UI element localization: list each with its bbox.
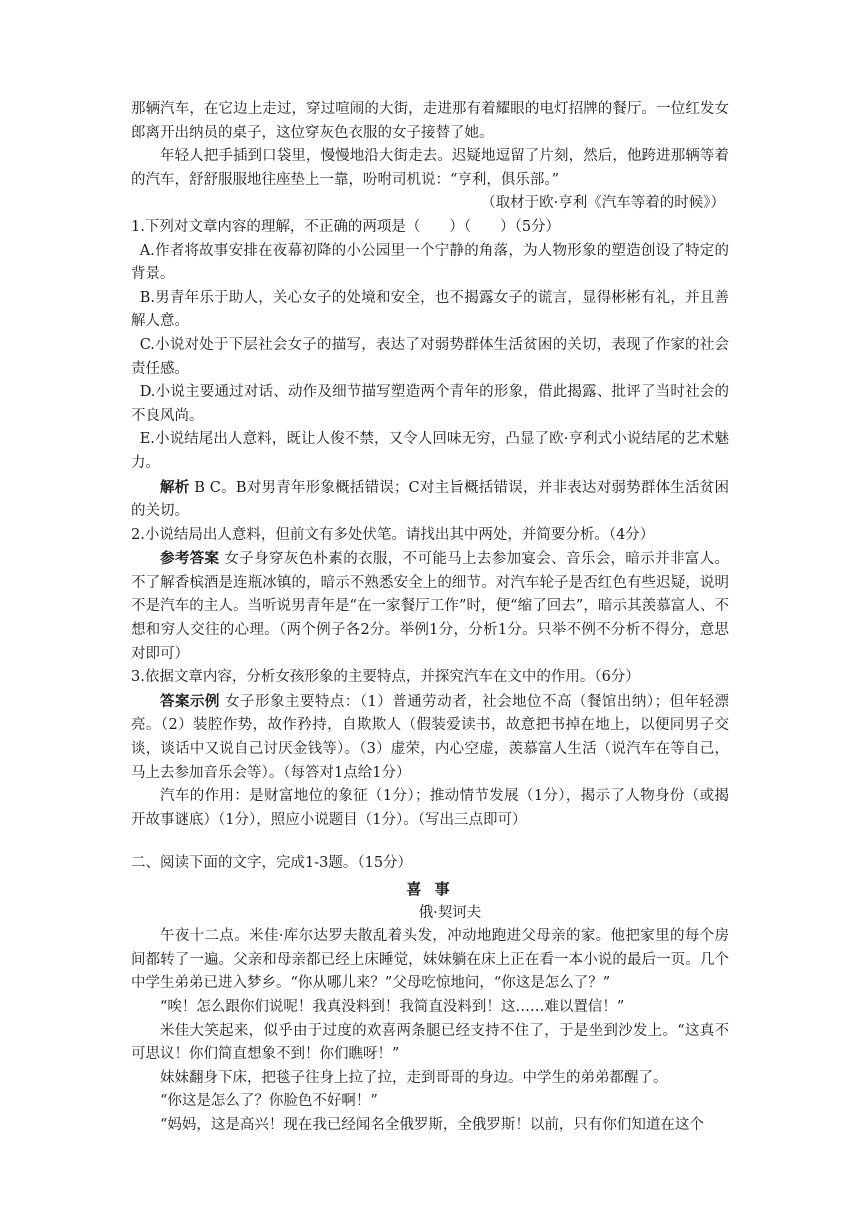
story-paragraph: “唉！怎么跟你们说呢！我真没料到！我简直没料到！这……难以置信！” [160,998,625,1015]
question-2-stem: 2.小说结局出人意料，但前文有多处伏笔。请找出其中两处，并简要分析。（4分） [131,526,655,543]
question-3-answer-car: 汽车的作用：是财富地位的象征（1分）；推动情节发展（1分），揭示了人物身份（或揭开故事谜底）（1分），照应小说题目（1分）。（写出三点即可） [131,788,729,828]
story-title: 喜 事 [406,880,454,898]
question-1-option-a: A.作者将故事安排在夜幕初降的小公园里一个宁静的角落，为人物形象的塑造创设了特定的背景。 [131,242,729,283]
question-3-answer [131,690,729,785]
section-2-heading: 二、阅读下面的文字，完成1-3题。（15分） [131,855,413,872]
question-1-analysis [131,476,729,524]
answer-text: 女子身穿灰色朴素的衣服，不可能马上去参加宴会、音乐会，暗示并非富人。不了解香槟酒是连瓶冰镇的，暗示不熟悉安全上的细节。对汽车轮子是否红色有些迟疑，说明不是汽车的主人。当听说男青年是“在一家餐厅工作”时，便“缩了回去”，暗示其羡慕富人、不想和穷人交往的心理。（两个例子各2分。举例1分，分析1分。只举不例不分析不得分，意思对即可） [131,551,730,662]
story-paragraph: “妈妈，这是高兴！现在我已经闻名全俄罗斯，全俄罗斯！以前，只有你们知道在这个 [160,1116,704,1133]
story-paragraph: 米佳大笑起来，似乎由于过度的欢喜两条腿已经支持不住了，于是坐到沙发上。“这真不可思议！你们简直想象不到！你们瞧呀！” [131,1022,729,1063]
story-paragraph: 午夜十二点。米佳·库尔达罗夫散乱着头发，冲动地跑进父母亲的家。他把家里的每个房间都转了一遍。父亲和母亲都已经上床睡觉，妹妹躺在床上正在看一本小说的最后一页。几个中学生弟弟已进入梦乡。“你从哪儿来？”父母吃惊地问，“你这是怎么了？” [131,928,729,992]
question-1-option-b: B.男青年乐于助人，关心女子的处境和安全，也不揭露女子的谎言，显得彬彬有礼，并且善解人意。 [131,289,729,330]
question-2-answer [131,547,729,666]
story-author: 俄·契诃夫 [418,904,482,921]
question-1-option-e: E.小说结尾出人意料，既让人俊不禁，又令人回味无穷，凸显了欧·亨利式小说结尾的艺术魅力。 [131,431,729,471]
passage1-paragraph: 年轻人把手插到口袋里，慢慢地沿大街走去。迟疑地逗留了片刻，然后，他跨进那辆等着的汽车，舒舒服服地往座垫上一靠，吩咐司机说：“亨利，俱乐部。” [131,148,729,188]
answer-text: 女子形象主要特点：（1）普通劳动者，社会地位不高（餐馆出纳）；但年轻漂亮。（2）装腔作势，故作矜持，自欺欺人（假装爱读书，故意把书掉在地上，以便同男子交谈，谈话中又说自己讨厌金钱等）。（3）虚荣，内心空虚，羡慕富人生活（说汽车在等自己，马上去参加音乐会等）。（每答对1点给1分） [131,693,729,781]
passage1-source: （取材于欧·亨利《汽车等着的时候》） [481,195,725,212]
passage1-paragraph: 那辆汽车，在它边上走过，穿过喧闹的大街，走进那有着耀眼的电灯招牌的餐厅。一位红发女郎离开出纳员的桌子，这位穿灰色衣服的女子接替了她。 [131,101,729,141]
answer-label: 参考答案 [160,550,220,568]
story-paragraph: “你这是怎么了？你脸色不好啊！” [160,1093,378,1110]
analysis-text: B C。B对男青年形象概括错误；C对主旨概括错误，并非表达对弱势群体生活贫困的关切。 [131,479,730,520]
story-paragraph: 妹妹翻身下床，把毯子往身上拉了拉，走到哥哥的身边。中学生的弟弟都醒了。 [160,1069,668,1086]
document-page [131,98,729,1138]
question-3-stem: 3.依据文章内容，分析女孩形象的主要特点，并探究汽车在文中的作用。（6分） [131,669,640,686]
question-1-option-d: D.小说主要通过对话、动作及细节描写塑造两个青年的形象，借此揭露、批评了当时社会的不良风尚。 [131,384,729,424]
question-1-stem: 1.下列对文章内容的理解，不正确的两项是（ ）（ ）（5分） [131,218,561,235]
question-1-option-c: C.小说对处于下层社会女子的描写，表达了对弱势群体生活贫困的关切，表现了作家的社会责任感。 [131,336,729,377]
answer-label: 答案示例 [160,692,220,710]
analysis-label: 解析 [160,478,190,496]
